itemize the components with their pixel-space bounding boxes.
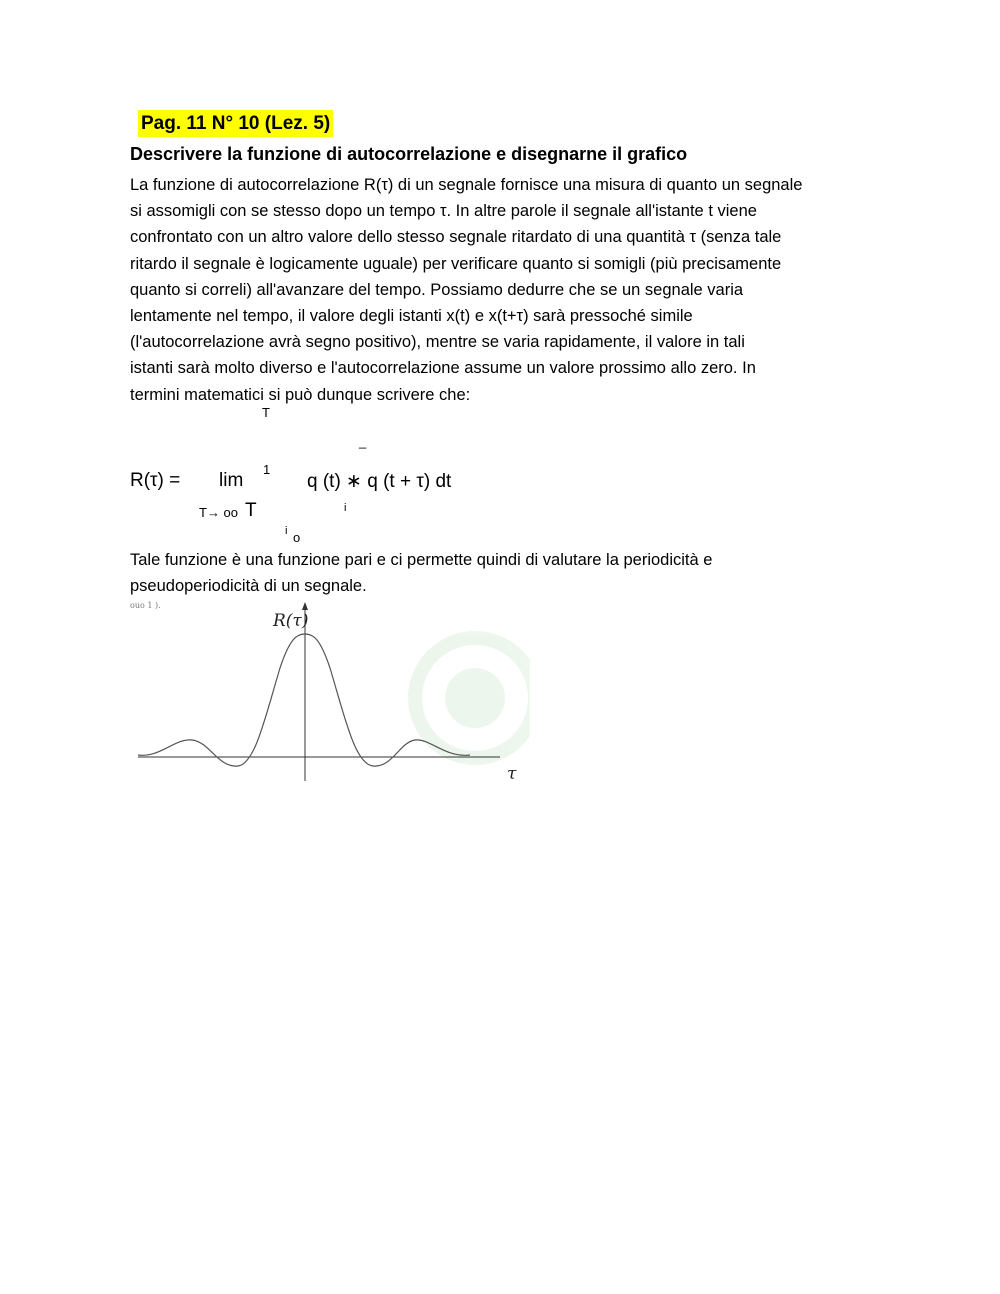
subscript-i: i bbox=[285, 525, 288, 537]
formula-lhs: R(τ) = bbox=[130, 470, 181, 491]
autocorrelation-formula bbox=[0, 400, 1000, 550]
subscript-i: i bbox=[344, 502, 347, 514]
conclusion-paragraph bbox=[130, 547, 865, 599]
y-axis-label: R(τ) bbox=[273, 611, 309, 631]
fraction-denominator: T bbox=[245, 500, 257, 521]
limit-subscript: T→ oo bbox=[199, 505, 239, 520]
figure-clipped-text: ouo 1 ). bbox=[130, 601, 161, 610]
paragraph-line: quanto si correli) all'avanzare del tempo. Possiamo dedurre che se un segnale varia bbox=[130, 280, 744, 299]
paragraph-line: La funzione di autocorrelazione R(τ) di un segnale fornisce una misura di quanto un segnale bbox=[130, 176, 803, 194]
integral-lower-limit: o bbox=[293, 530, 301, 545]
explanation-paragraph bbox=[130, 172, 865, 408]
integral-upper-limit: T bbox=[262, 405, 270, 420]
watermark-logo bbox=[415, 638, 530, 758]
paragraph-line: confrontato con un altro valore dello stesso segnale ritardato di una quantità τ (senza tale bbox=[130, 228, 782, 247]
paragraph-line: si assomigli con se stesso dopo un tempo τ. In altre parole il segnale all'istante t viene bbox=[130, 202, 757, 221]
paragraph-line: (l'autocorrelazione avrà segno positivo), mentre se varia rapidamente, il valore in tali bbox=[130, 333, 745, 352]
highlighted-reference: Pag. 11 N° 10 (Lez. 5) bbox=[138, 110, 333, 137]
y-axis-arrow bbox=[302, 602, 308, 610]
paragraph-line: lentamente nel tempo, il valore degli istanti x(t) e x(t+τ) sarà pressoché simile bbox=[130, 307, 693, 326]
page-header-mark: · bbox=[490, 0, 491, 4]
formula-bar: _ bbox=[359, 434, 367, 449]
paragraph-line: istanti sarà molto diverso e l'autocorrelazione assume un valore prossimo allo zero. In bbox=[130, 359, 756, 378]
paragraph-line: pseudoperiodicità di un segnale. bbox=[130, 577, 367, 596]
paragraph-line: ritardo il segnale è logicamente uguale) per verificare quanto si somigli (più precisamente bbox=[130, 254, 782, 273]
paragraph-line: termini matematici si può dunque scrivere che: bbox=[130, 385, 471, 404]
paragraph-line: Tale funzione è una funzione pari e ci permette quindi di valutare la periodicità e bbox=[130, 551, 713, 569]
fraction-numerator: 1 bbox=[263, 462, 271, 477]
x-axis-label: τ bbox=[507, 764, 517, 784]
formula-integrand: q (t) ∗ q (t + τ) dt bbox=[307, 471, 452, 492]
question-title: Descrivere la funzione di autocorrelazione e disegnarne il grafico bbox=[130, 144, 688, 164]
formula-lim: lim bbox=[219, 470, 244, 491]
autocorrelation-graph bbox=[130, 598, 530, 788]
